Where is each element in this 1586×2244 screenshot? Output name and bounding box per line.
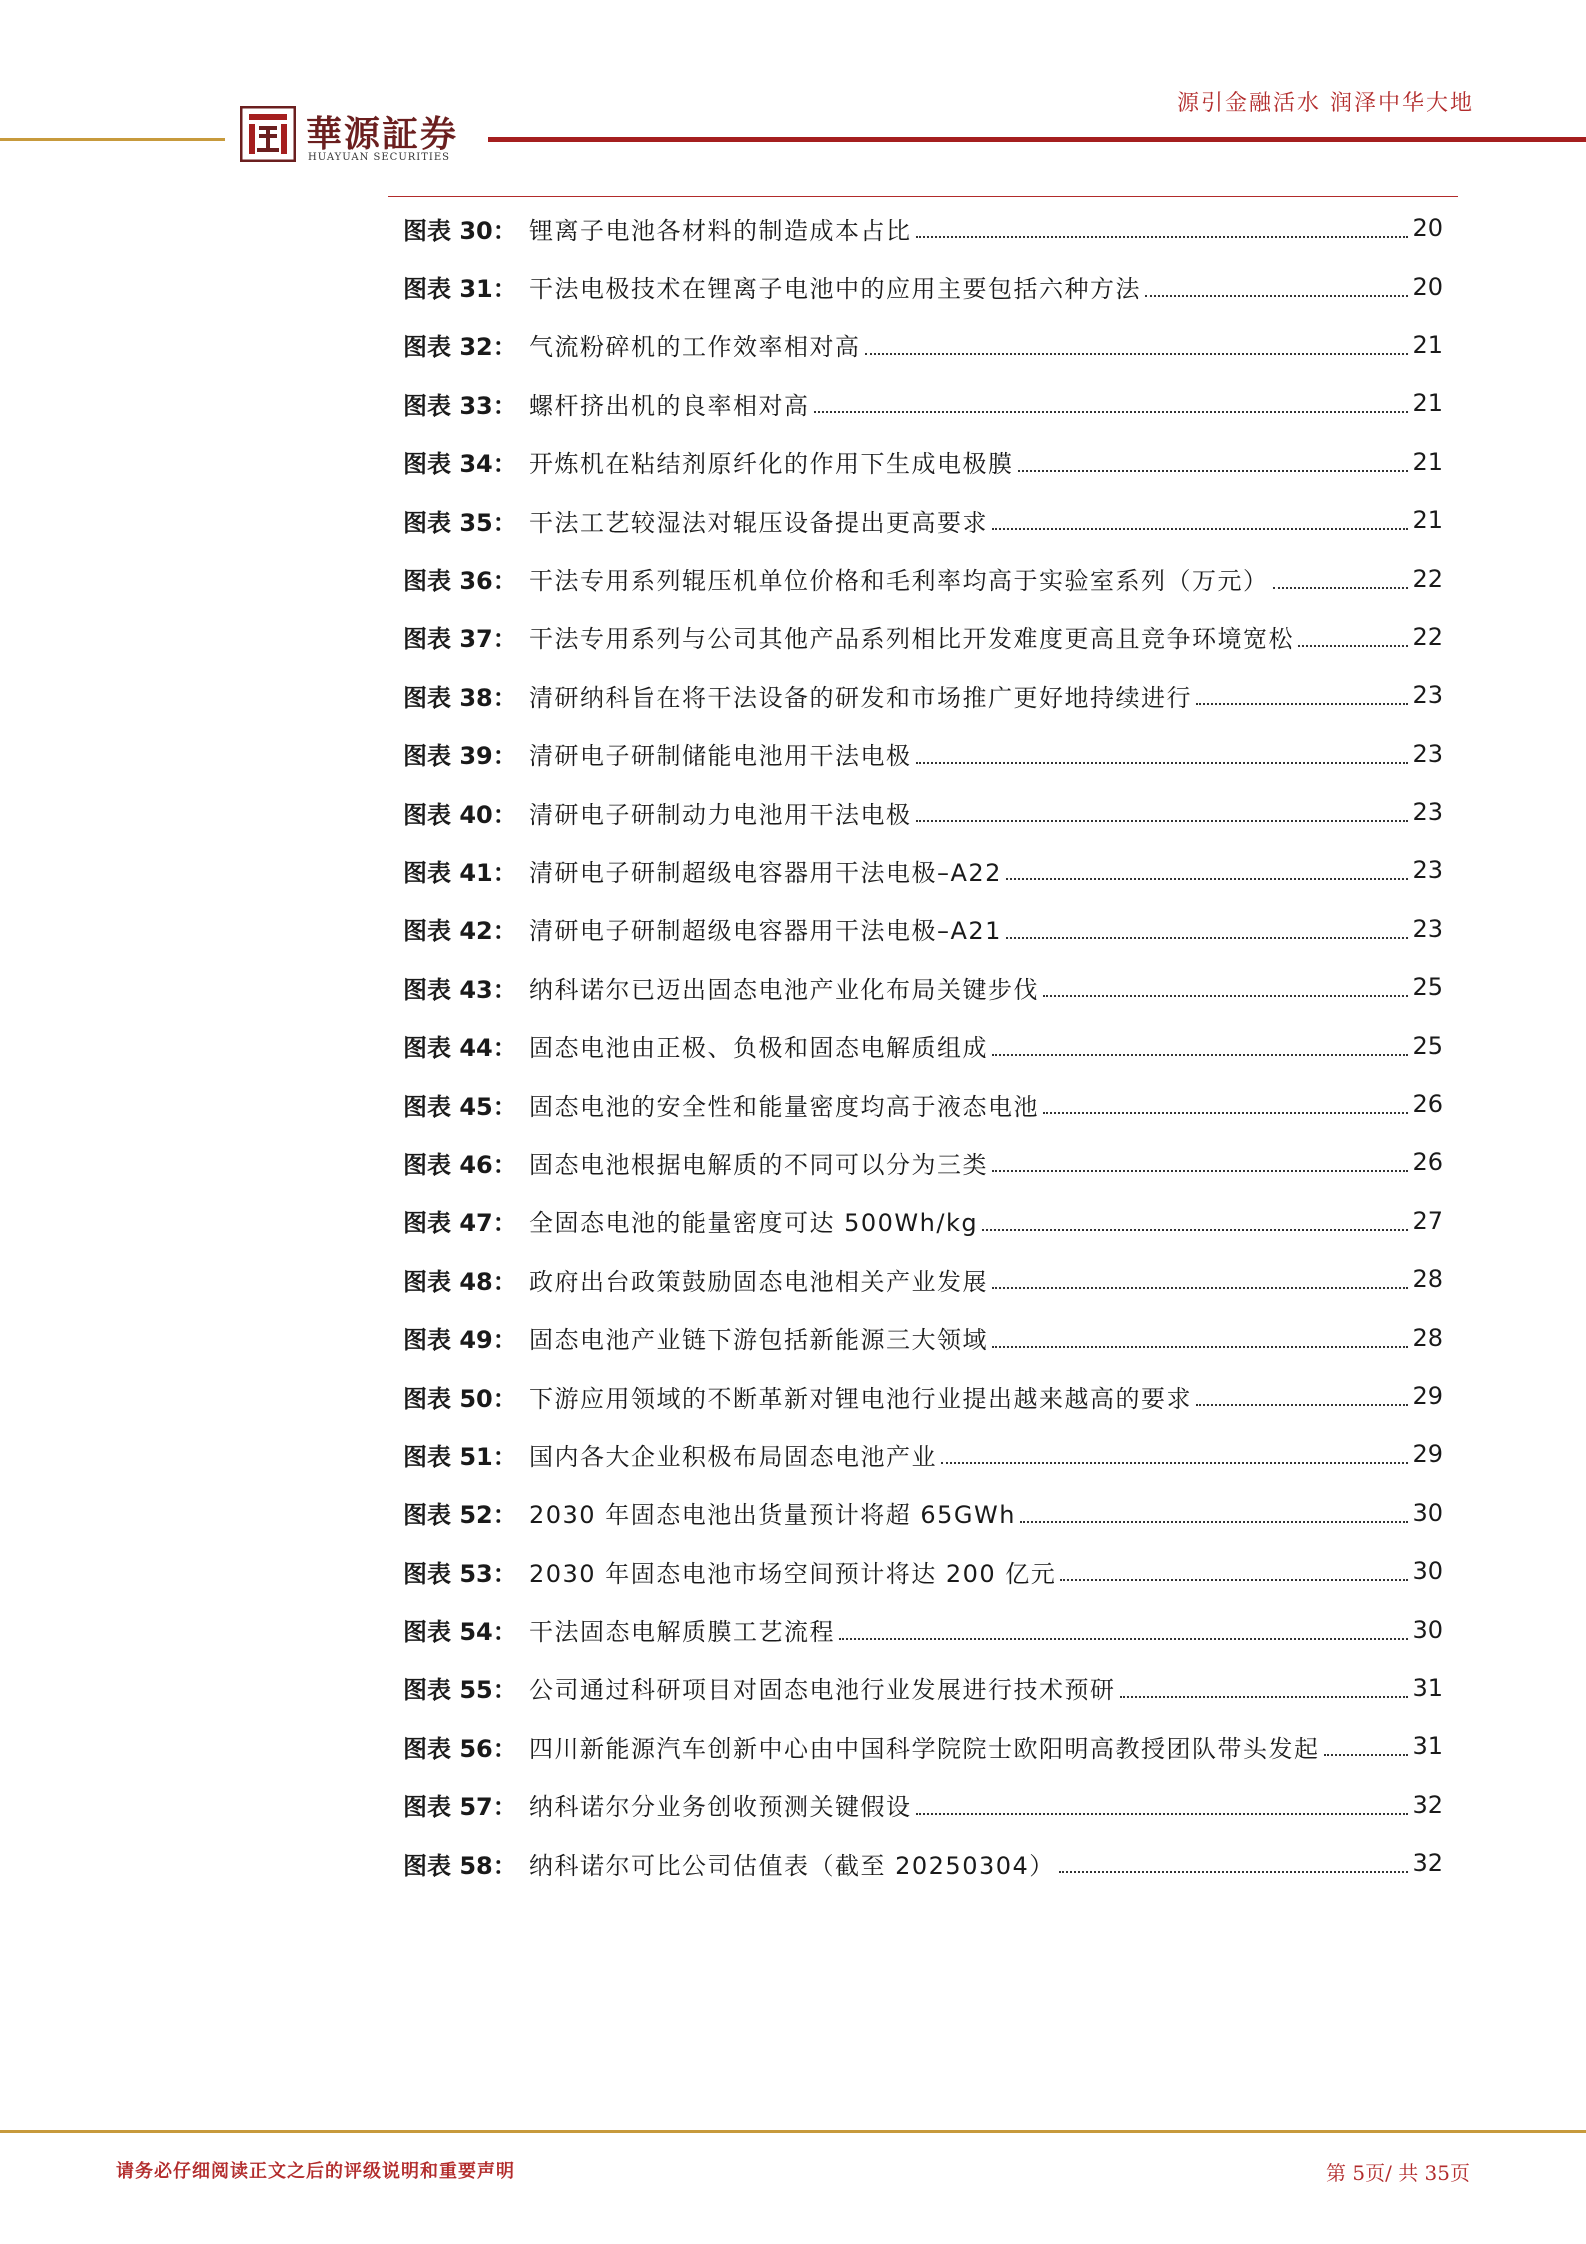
toc-entry[interactable] (403, 549, 1443, 607)
toc-entry-title: 2030 年固态电池市场空间预计将达 200 亿元 (529, 1559, 1057, 1588)
toc-entry-title: 政府出台政策鼓励固态电池相关产业发展 (529, 1267, 988, 1296)
toc-entry[interactable] (403, 1075, 1443, 1133)
toc-entry[interactable] (403, 1308, 1443, 1366)
toc-leader-dots (982, 1229, 1408, 1231)
toc-entry[interactable] (403, 1659, 1443, 1717)
toc-entry[interactable] (403, 608, 1443, 666)
toc-leader-dots (992, 1054, 1408, 1056)
toc-entry-label: 图表 56： (403, 1734, 517, 1763)
toc-leader-dots (992, 1287, 1408, 1289)
toc-leader-dots (1020, 1521, 1409, 1523)
toc-entry-title: 固态电池的安全性和能量密度均高于液态电池 (529, 1092, 1039, 1121)
toc-entry-title: 清研电子研制动力电池用干法电极 (529, 800, 912, 829)
toc-entry[interactable] (403, 1425, 1443, 1483)
toc-entry-page: 30 (1412, 1557, 1443, 1586)
toc-leader-dots (1196, 703, 1408, 705)
toc-entry-title: 纳科诺尔分业务创收预测关键假设 (529, 1793, 912, 1822)
toc-entry-label: 图表 50： (403, 1384, 517, 1413)
toc-entry-page: 21 (1412, 447, 1443, 476)
toc-entry-label: 图表 46： (403, 1150, 517, 1179)
toc-entry-label: 图表 44： (403, 1034, 517, 1063)
toc-entry-title: 纳科诺尔可比公司估值表（截至 20250304） (529, 1851, 1055, 1880)
toc-leader-dots (1043, 1112, 1408, 1114)
toc-entry[interactable] (403, 433, 1443, 491)
toc-entry[interactable] (403, 958, 1443, 1016)
toc-entry[interactable] (403, 841, 1443, 899)
toc-leader-dots (992, 1170, 1408, 1172)
toc-entry-label: 图表 30： (403, 216, 517, 245)
toc-entry-page: 22 (1412, 564, 1443, 593)
toc-entry[interactable] (403, 1133, 1443, 1191)
toc-entry-label: 图表 36： (403, 567, 517, 596)
toc-entry-page: 23 (1412, 914, 1443, 943)
toc-entry-label: 图表 41： (403, 858, 517, 887)
toc-entry-page: 30 (1412, 1615, 1443, 1644)
toc-entry-label: 图表 48： (403, 1267, 517, 1296)
seal-icon (240, 106, 296, 162)
toc-entry-title: 开炼机在粘结剂原纤化的作用下生成电极膜 (529, 450, 1014, 479)
toc-entry-title: 固态电池根据电解质的不同可以分为三类 (529, 1150, 988, 1179)
toc-entry-title: 干法电极技术在锂离子电池中的应用主要包括六种方法 (529, 275, 1141, 304)
toc-entry[interactable] (403, 783, 1443, 841)
toc-entry-page: 23 (1412, 856, 1443, 885)
toc-entry-page: 28 (1412, 1265, 1443, 1294)
toc-entry-label: 图表 53： (403, 1559, 517, 1588)
toc-leader-dots (1298, 645, 1408, 647)
toc-entry[interactable] (403, 1717, 1443, 1775)
toc-entry-page: 25 (1412, 973, 1443, 1002)
toc-entry[interactable] (403, 666, 1443, 724)
toc-entry-title: 锂离子电池各材料的制造成本占比 (529, 216, 912, 245)
toc-entry-label: 图表 31： (403, 275, 517, 304)
toc-entry-title: 公司通过科研项目对固态电池行业发展进行技术预研 (529, 1676, 1116, 1705)
toc-entry-label: 图表 47： (403, 1209, 517, 1238)
toc-entry-page: 26 (1412, 1148, 1443, 1177)
toc-entry-label: 图表 52： (403, 1501, 517, 1530)
toc-entry-page: 20 (1412, 214, 1443, 243)
toc-entry-label: 图表 42： (403, 917, 517, 946)
logo (240, 106, 490, 166)
toc-entry-title: 2030 年固态电池出货量预计将超 65GWh (529, 1501, 1016, 1530)
toc-leader-dots (916, 1813, 1409, 1815)
toc-leader-dots (1018, 470, 1409, 472)
toc-entry-title: 干法工艺较湿法对辊压设备提出更高要求 (529, 508, 988, 537)
toc-entry-label: 图表 33： (403, 391, 517, 420)
toc-leader-dots (839, 1638, 1408, 1640)
toc-leader-dots (916, 236, 1409, 238)
toc-leader-dots (1059, 1871, 1409, 1873)
toc-entry-page: 23 (1412, 798, 1443, 827)
toc-entry-page: 30 (1412, 1498, 1443, 1527)
toc-entry[interactable] (403, 491, 1443, 549)
toc-entry-title: 清研电子研制储能电池用干法电极 (529, 742, 912, 771)
header-rule-red (488, 137, 1586, 142)
toc-entry-label: 图表 32： (403, 333, 517, 362)
toc-entry-page: 32 (1412, 1849, 1443, 1878)
slogan: 源引金融活水 润泽中华大地 (1177, 91, 1474, 116)
toc-entry-page: 23 (1412, 681, 1443, 710)
toc-entry-label: 图表 35： (403, 508, 517, 537)
toc-entry-label: 图表 55： (403, 1676, 517, 1705)
toc-list (403, 199, 1443, 1892)
toc-entry-page: 29 (1412, 1440, 1443, 1469)
toc-entry-label: 图表 45： (403, 1092, 517, 1121)
toc-entry[interactable] (403, 1367, 1443, 1425)
toc-entry-page: 22 (1412, 622, 1443, 651)
toc-leader-dots (992, 1346, 1408, 1348)
toc-entry-page: 20 (1412, 272, 1443, 301)
toc-entry-page: 31 (1412, 1673, 1443, 1702)
toc-leader-dots (1196, 1404, 1408, 1406)
toc-entry[interactable] (403, 316, 1443, 374)
toc-leader-dots (916, 762, 1409, 764)
toc-entry[interactable] (403, 1542, 1443, 1600)
toc-entry-label: 图表 43： (403, 975, 517, 1004)
toc-entry-label: 图表 40： (403, 800, 517, 829)
toc-leader-dots (1120, 1696, 1409, 1698)
toc-entry-page: 28 (1412, 1323, 1443, 1352)
toc-entry-title: 固态电池由正极、负极和固态电解质组成 (529, 1034, 988, 1063)
toc-leader-dots (992, 528, 1408, 530)
logo-text-cn: 華源証券 (306, 113, 459, 155)
toc-entry-page: 29 (1412, 1382, 1443, 1410)
toc-entry-title: 清研电子研制超级电容器用干法电极–A22 (529, 858, 1002, 887)
toc-entry-title: 干法专用系列辊压机单位价格和毛利率均高于实验室系列（万元） (529, 567, 1269, 596)
toc-entry-title: 清研电子研制超级电容器用干法电极–A21 (529, 917, 1002, 946)
toc-top-rule (388, 196, 1458, 197)
toc-entry-title: 全固态电池的能量密度可达 500Wh/kg (529, 1209, 979, 1238)
toc-leader-dots (941, 1462, 1408, 1464)
toc-entry-label: 图表 39： (403, 742, 517, 771)
toc-entry-label: 图表 57： (403, 1793, 517, 1822)
toc-entry-title: 清研纳科旨在将干法设备的研发和市场推广更好地持续进行 (529, 683, 1192, 712)
toc-entry-page: 21 (1412, 330, 1443, 359)
toc-leader-dots (1006, 878, 1408, 880)
toc-entry[interactable] (403, 199, 1443, 257)
toc-entry-title: 气流粉碎机的工作效率相对高 (529, 333, 861, 362)
toc-entry[interactable] (403, 1192, 1443, 1250)
toc-leader-dots (814, 411, 1409, 413)
toc-entry-page: 21 (1412, 389, 1443, 418)
toc-entry[interactable] (403, 1776, 1443, 1834)
footer-page-info: 第 5页/ 共 35页 (1326, 2161, 1470, 2185)
toc-entry-title: 干法专用系列与公司其他产品系列相比开发难度更高且竞争环境宽松 (529, 625, 1294, 654)
toc-entry-title: 螺杆挤出机的良率相对高 (529, 391, 810, 420)
toc-entry-page: 32 (1412, 1790, 1443, 1819)
toc-leader-dots (1060, 1579, 1408, 1581)
toc-entry-label: 图表 51： (403, 1442, 517, 1471)
toc-entry-page: 25 (1412, 1031, 1443, 1060)
toc-entry-label: 图表 54： (403, 1618, 517, 1647)
toc-entry-page: 21 (1412, 506, 1443, 535)
toc-entry-page: 26 (1412, 1090, 1443, 1119)
toc-entry[interactable] (403, 1834, 1443, 1892)
footer-disclaimer: 请务必仔细阅读正文之后的评级说明和重要声明 (116, 2161, 515, 2182)
toc-entry-label: 图表 58： (403, 1851, 517, 1880)
toc-entry[interactable] (403, 1250, 1443, 1308)
toc-entry-title: 四川新能源汽车创新中心由中国科学院院士欧阳明高教授团队带头发起 (529, 1734, 1320, 1763)
toc-entry[interactable] (403, 1600, 1443, 1658)
toc-entry-label: 图表 49： (403, 1326, 517, 1355)
toc-entry-label: 图表 34： (403, 450, 517, 479)
toc-entry[interactable] (403, 257, 1443, 315)
toc-entry[interactable] (403, 1484, 1443, 1542)
logo-text-en: HUAYUAN SECURITIES (308, 152, 451, 163)
toc-entry-title: 固态电池产业链下游包括新能源三大领域 (529, 1326, 988, 1355)
toc-entry-page: 23 (1412, 739, 1443, 768)
toc-leader-dots (916, 820, 1409, 822)
toc-leader-dots (1145, 295, 1408, 297)
header-rule-gold (0, 138, 225, 141)
toc-entry-title: 下游应用领域的不断革新对锂电池行业提出越来越高的要求 (529, 1384, 1192, 1413)
toc-entry-label: 图表 38： (403, 683, 517, 712)
toc-entry-page: 27 (1412, 1206, 1443, 1235)
toc-entry-title: 干法固态电解质膜工艺流程 (529, 1618, 835, 1647)
footer-rule (0, 2130, 1586, 2133)
toc-entry[interactable] (403, 1016, 1443, 1074)
toc-leader-dots (865, 353, 1409, 355)
toc-entry-title: 国内各大企业积极布局固态电池产业 (529, 1442, 937, 1471)
toc-leader-dots (1043, 995, 1408, 997)
toc-entry[interactable] (403, 900, 1443, 958)
toc-entry-title: 纳科诺尔已迈出固态电池产业化布局关键步伐 (529, 975, 1039, 1004)
toc-entry[interactable] (403, 725, 1443, 783)
toc-entry-page: 31 (1412, 1732, 1443, 1761)
toc-entry-label: 图表 37： (403, 625, 517, 654)
toc-entry[interactable] (403, 374, 1443, 432)
toc-leader-dots (1273, 587, 1409, 589)
toc-leader-dots (1324, 1754, 1409, 1756)
toc-leader-dots (1006, 937, 1408, 939)
